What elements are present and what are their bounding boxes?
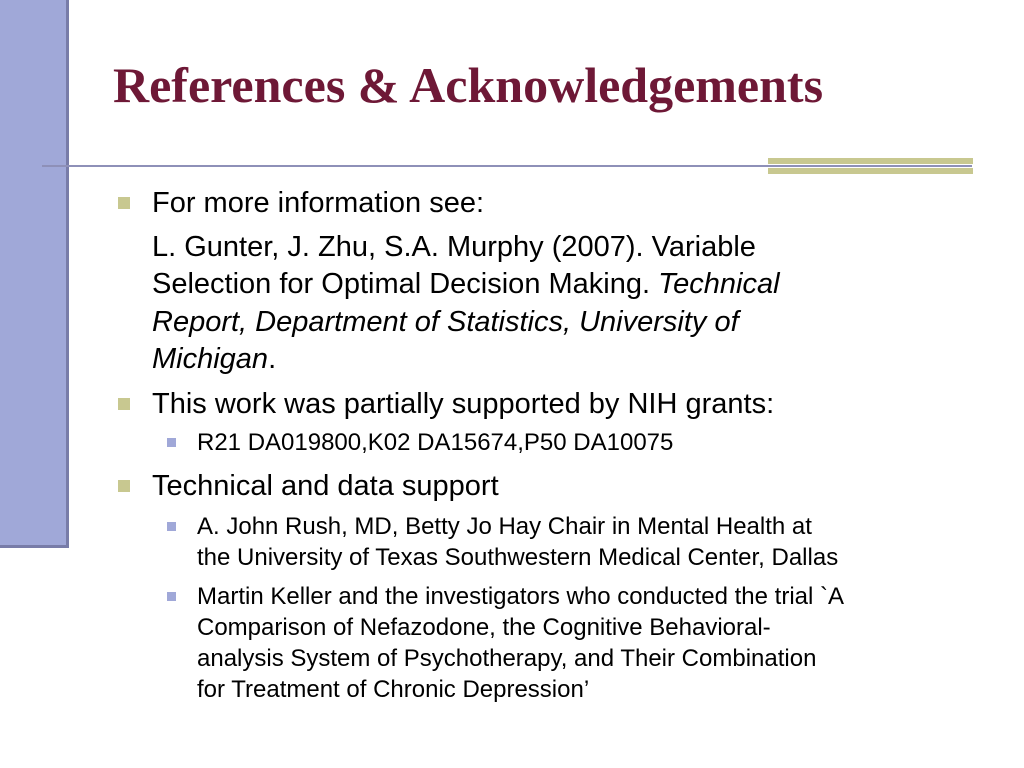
bullet-square (118, 398, 130, 410)
sub-item-text: for Treatment of Chronic Depression’ (197, 676, 590, 703)
bullet-text-more-info: For more information see: (152, 187, 485, 219)
citation-line (152, 340, 276, 378)
sub-bullet-square (167, 522, 176, 531)
bullet-text-nih: This work was partially supported by NIH grants: (152, 388, 775, 420)
slide-title: References & Acknowledgements (113, 57, 824, 113)
citation-source: Michigan (152, 343, 269, 375)
sub-item-text: the University of Texas Southwestern Medical Center, Dallas (197, 544, 839, 571)
sub-item-text: analysis System of Psychotherapy, and Their Combination (197, 645, 817, 672)
citation-line: L. Gunter, J. Zhu, S.A. Murphy (2007). Variable (152, 231, 756, 263)
citation-text: . (268, 343, 277, 375)
sub-item-text: Martin Keller and the investigators who conducted the trial `A (197, 583, 845, 610)
sub-item-text: Comparison of Nefazodone, the Cognitive Behavioral- (197, 614, 771, 641)
bullet-text-support: Technical and data support (152, 470, 499, 502)
sub-bullet-square (167, 438, 176, 447)
citation-source: Technical (658, 268, 780, 300)
citation-source: Report, Department of Statistics, University of (152, 306, 739, 338)
citation-line (152, 265, 780, 303)
sub-item-text: R21 DA019800,K02 DA15674,P50 DA10075 (197, 429, 674, 456)
bullet-square (118, 197, 130, 209)
bullet-square (118, 480, 130, 492)
sub-item-text: A. John Rush, MD, Betty Jo Hay Chair in Mental Health at (197, 513, 812, 540)
citation-text: Selection for Optimal Decision Making. (152, 268, 659, 300)
sub-bullet-square (167, 592, 176, 601)
